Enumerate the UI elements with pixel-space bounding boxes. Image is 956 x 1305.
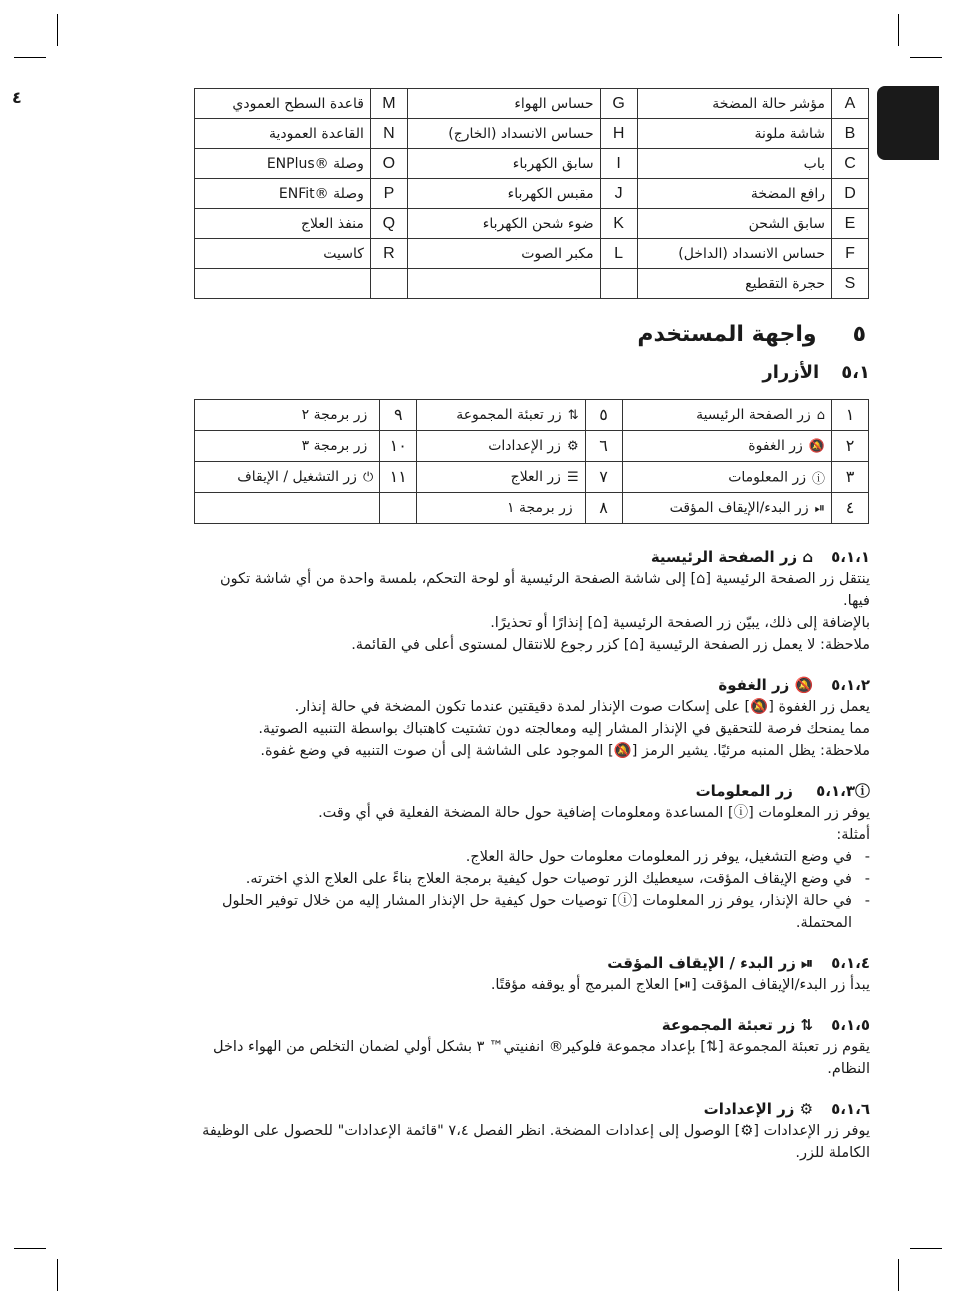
list-item: - في وضع التشغيل، يوفر زر المعلومات معلومات حول حالة العلاج. <box>196 846 852 868</box>
component-key: P <box>370 179 407 209</box>
component-key <box>600 269 637 299</box>
button-label: زر الإعدادات <box>488 438 561 454</box>
component-key: M <box>370 89 407 119</box>
component-label: باب <box>637 149 831 179</box>
paragraph: ينتقل زر الصفحة الرئيسية [⌂] إلى شاشة الصفحة الرئيسية أو لوحة التحكم، بلمسة واحدة من أي شاشة تكون فيها. <box>219 571 870 609</box>
button-icon: ⏻ <box>362 469 374 485</box>
button-label-cell <box>195 462 380 493</box>
paragraph: يعمل زر الغفوة [🔕] على إسكات صوت الإنذار لمدة دقيقتين عندما تكون المضخة في حالة إنذار. <box>294 699 870 715</box>
heading-prime-button: ٥،١،٥⇅ زر تعبئة المجموعة <box>661 1016 870 1034</box>
button-number: ٩ <box>380 400 417 431</box>
section-heading: ٥واجهة المستخدم <box>637 322 866 347</box>
crop-mark <box>57 14 58 46</box>
table-row <box>195 239 869 269</box>
table-row <box>195 89 869 119</box>
component-label: شاشة ملونة <box>637 119 831 149</box>
component-label: مقبس الكهرباء <box>407 179 600 209</box>
button-number: ٨ <box>585 493 622 524</box>
component-label: وصلة ®ENFit <box>195 179 371 209</box>
note: ملاحظة: لا يعمل زر الصفحة الرئيسية [⌂] كزر رجوع للانتقال لمستوى أعلى في القائمة. <box>351 637 870 653</box>
buttons-table <box>194 399 869 524</box>
button-icon: ⌂ <box>816 407 825 423</box>
component-key: L <box>600 239 637 269</box>
component-label <box>407 269 600 299</box>
button-label-cell <box>417 431 585 462</box>
button-label-cell <box>417 493 585 524</box>
button-icon: ☰ <box>566 469 579 485</box>
component-label: مؤشر حالة المضخة <box>637 89 831 119</box>
button-label-cell <box>622 462 831 493</box>
component-label: مكبر الصوت <box>407 239 600 269</box>
home-icon: ⌂ <box>797 548 814 566</box>
settings-icon: ⚙ <box>794 1100 814 1118</box>
paragraph: يوفر زر الإعدادات [⚙] الوصول إلى إعدادات المضخة. انظر الفصل ٧،٤ "قائمة الإعدادات" للحصول على الوظيفة الكاملة للزر. <box>202 1123 870 1161</box>
button-icon: ⇅ <box>567 407 579 423</box>
component-key: D <box>832 179 869 209</box>
button-label-cell <box>417 462 585 493</box>
button-label-cell <box>195 431 380 462</box>
paragraph: يبدأ زر البدء/الإيقاف المؤقت [⏯] العلاج المبرمج أو يوقفه مؤقتًا. <box>490 977 870 993</box>
play-pause-icon: ⏯ <box>795 954 814 972</box>
crop-mark <box>57 1259 58 1291</box>
components-table <box>194 88 869 299</box>
component-label: رافع المضخة <box>637 179 831 209</box>
component-key: H <box>600 119 637 149</box>
component-label: ضوء شحن الكهرباء <box>407 209 600 239</box>
heading-info-button: ٥،١،٣ⓘ زر المعلومات <box>695 782 870 800</box>
component-key: O <box>370 149 407 179</box>
button-icon: ⓘ <box>811 471 825 487</box>
buttons-description <box>196 538 870 1164</box>
component-label: حساس الهواء <box>407 89 600 119</box>
component-label: كاسيت <box>195 239 371 269</box>
button-label: زر الغفوة <box>748 438 803 454</box>
page-number: ٤ <box>12 88 22 107</box>
list-item: - في حالة الإنذار، يوفر زر المعلومات [ⓘ] توصيات حول كيفية حل الإنذار المشار إليه من خلال توفير الحلول المحتملة. <box>196 890 852 934</box>
crop-mark <box>14 1248 46 1249</box>
component-key: K <box>600 209 637 239</box>
prime-icon: ⇅ <box>795 1016 814 1034</box>
button-number: ٧ <box>585 462 622 493</box>
component-key: J <box>600 179 637 209</box>
component-label <box>195 269 371 299</box>
component-key: I <box>600 149 637 179</box>
component-key: A <box>832 89 869 119</box>
table-row <box>195 493 869 524</box>
button-label: زر برمجة ٢ <box>301 407 368 423</box>
language-tab <box>877 86 939 160</box>
button-number: ١ <box>832 400 869 431</box>
component-label: سابق الشحن <box>637 209 831 239</box>
paragraph: مما يمنحك فرصة للتحقيق في الإنذار المشار إليه ومعالجته دون تشتيت كاهتباك بواسطة التنبيه الصوتية. <box>258 721 870 737</box>
button-number: ٢ <box>832 431 869 462</box>
note: ملاحظة: يظل المنبه مرئيًا. يشير الرمز [🔕] الموجود على الشاشة إلى أن صوت التنبيه في وضع غفوة. <box>260 743 870 759</box>
component-key: S <box>832 269 869 299</box>
subsection-heading: ٥،١الأزرار <box>762 362 870 383</box>
table-row <box>195 400 869 431</box>
button-label: زر العلاج <box>510 469 561 485</box>
component-label: حساس الانسداد (الخارج) <box>407 119 600 149</box>
component-key: G <box>600 89 637 119</box>
button-number <box>380 493 417 524</box>
button-number: ١١ <box>380 462 417 493</box>
button-icon: ⚙ <box>566 438 579 454</box>
info-icon: ⓘ <box>792 782 870 800</box>
table-row <box>195 179 869 209</box>
component-key: Q <box>370 209 407 239</box>
component-key <box>370 269 407 299</box>
component-label: سابق الكهرباء <box>407 149 600 179</box>
button-number: ٣ <box>832 462 869 493</box>
heading-snooze-button: ٥،١،٢🔕 زر الغفوة <box>718 676 870 694</box>
component-key: C <box>832 149 869 179</box>
table-row <box>195 269 869 299</box>
table-row <box>195 462 869 493</box>
button-label: زر برمجة ١ <box>506 500 573 516</box>
button-icon: 🔕 <box>808 438 825 454</box>
component-key: F <box>832 239 869 269</box>
button-label-cell <box>622 400 831 431</box>
table-row <box>195 209 869 239</box>
button-number: ٤ <box>832 493 869 524</box>
paragraph: أمثلة: <box>836 827 870 843</box>
component-label: وصلة ®ENPlus <box>195 149 371 179</box>
heading-settings-button: ٥،١،٦⚙ زر الإعدادات <box>703 1100 870 1118</box>
component-label: منفذ العلاج <box>195 209 371 239</box>
button-number: ٦ <box>585 431 622 462</box>
heading-start-pause-button: ٥،١،٤⏯ زر البدء / الإيقاف المؤقت <box>607 954 870 972</box>
list-item: - في وضع الإيقاف المؤقت، سيعطيك الزر توصيات حول كيفية برمجة العلاج بناءً على العلاج الذي اخترته. <box>196 868 852 890</box>
component-label: القاعدة العمودية <box>195 119 371 149</box>
table-row <box>195 149 869 179</box>
crop-mark <box>898 14 899 46</box>
component-key: B <box>832 119 869 149</box>
component-label: قاعدة السطح العمودي <box>195 89 371 119</box>
button-label: زر برمجة ٣ <box>301 438 368 454</box>
table-row <box>195 431 869 462</box>
component-label: حساس الانسداد (الداخل) <box>637 239 831 269</box>
button-icon: ⏯ <box>814 500 825 516</box>
table-row <box>195 119 869 149</box>
button-label-cell <box>622 493 831 524</box>
examples-list <box>196 846 870 934</box>
component-key: E <box>832 209 869 239</box>
paragraph: بالإضافة إلى ذلك، يبيّن زر الصفحة الرئيسية [⌂] إنذارًا أو تحذيرًا. <box>490 615 870 631</box>
paragraph: يقوم زر تعبئة المجموعة [⇅] بإعداد مجموعة فلوكير® انفنيتي™ ٣ بشكل أولي لضمان التخلص من الهواء داخل النظام. <box>212 1039 870 1077</box>
crop-mark <box>910 1248 942 1249</box>
button-label-cell <box>195 400 380 431</box>
button-label: زر تعبئة المجموعة <box>456 407 562 423</box>
component-key: R <box>370 239 407 269</box>
crop-mark <box>14 57 46 58</box>
button-label: زر الصفحة الرئيسية <box>696 407 811 423</box>
snooze-icon: 🔕 <box>789 676 814 694</box>
button-label-cell <box>417 400 585 431</box>
button-label-cell <box>195 493 380 524</box>
button-number: ٥ <box>585 400 622 431</box>
button-label: زر التشغيل / الإيقاف <box>237 469 357 485</box>
component-label: حجرة التقطيع <box>637 269 831 299</box>
crop-mark <box>898 1259 899 1291</box>
button-label-cell <box>622 431 831 462</box>
button-number: ١٠ <box>380 431 417 462</box>
heading-home-button: ٥،١،١⌂ زر الصفحة الرئيسية <box>650 548 870 566</box>
button-label: زر المعلومات <box>728 469 806 485</box>
button-label: زر البدء/الإيقاف المؤقت <box>669 500 809 516</box>
paragraph: يوفر زر المعلومات [ⓘ] المساعدة ومعلومات إضافية حول حالة المضخة الفعلية في أي وقت. <box>318 805 870 821</box>
crop-mark <box>910 57 942 58</box>
component-key: N <box>370 119 407 149</box>
